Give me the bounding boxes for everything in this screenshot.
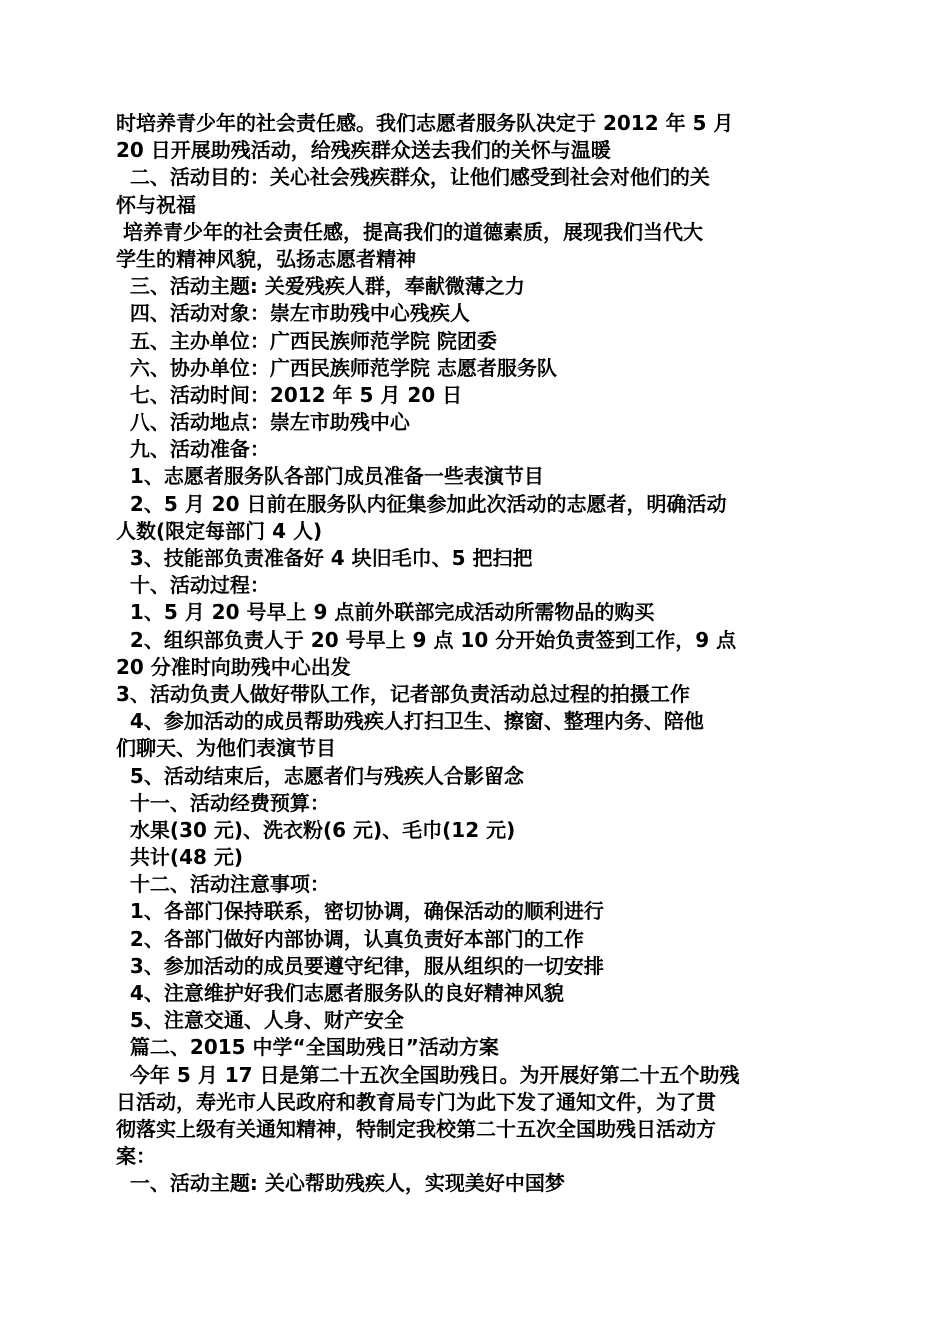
- list-item: 3、活动负责人做好带队工作，记者部负责活动总过程的拍摄工作: [116, 681, 690, 706]
- list-item: 3、参加活动的成员要遵守纪律，服从组织的一切安排: [116, 953, 604, 978]
- section-heading: 六、协办单位：广西民族师范学院 志愿者服务队: [116, 355, 557, 380]
- list-item: 4、参加活动的成员帮助残疾人打扫卫生、擦窗、整理内务、陪他: [116, 709, 704, 734]
- text-line: 学生的精神风貌，弘扬志愿者精神: [116, 246, 416, 271]
- section-heading: 五、主办单位：广西民族师范学院 院团委: [116, 328, 497, 353]
- text-line: 人数(限定每部门 4 人): [116, 518, 323, 543]
- list-item: 1、各部门保持联系，密切协调，确保活动的顺利进行: [116, 899, 604, 924]
- chapter-heading: 篇二、2015 中学“全国助残日”活动方案: [116, 1035, 499, 1060]
- text-line: 日活动，寿光市人民政府和教育局专门为此下发了通知文件，为了贯: [116, 1089, 716, 1114]
- section-heading: 七、活动时间：2012 年 5 月 20 日: [116, 382, 463, 407]
- list-item: 3、技能部负责准备好 4 块旧毛巾、5 把扫把: [116, 546, 533, 570]
- document-body: [116, 110, 846, 1198]
- text-line: 们聊天、为他们表演节目: [116, 736, 336, 761]
- list-item: 2、组织部负责人于 20 号早上 9 点 10 分开始负责签到工作，9 点: [116, 627, 737, 652]
- list-item: 4、注意维护好我们志愿者服务队的良好精神风貌: [116, 981, 564, 1005]
- text-line: 共计(48 元): [116, 845, 244, 870]
- section-heading: 八、活动地点：崇左市助残中心: [116, 410, 410, 435]
- text-line: 水果(30 元)、洗衣粉(6 元)、毛巾(12 元): [116, 817, 516, 842]
- list-item: 2、5 月 20 日前在服务队内征集参加此次活动的志愿者，明确活动: [116, 491, 727, 516]
- list-item: 5、活动结束后，志愿者们与残疾人合影留念: [116, 763, 524, 788]
- section-heading: 三、活动主题: 关爱残疾人群，奉献微薄之力: [116, 274, 525, 299]
- list-item: 1、志愿者服务队各部门成员准备一些表演节目: [116, 464, 544, 489]
- section-heading: 十二、活动注意事项：: [116, 872, 330, 897]
- section-heading: 九、活动准备：: [116, 437, 270, 462]
- text-line: 今年 5 月 17 日是第二十五次全国助残日。为开展好第二十五个助残: [116, 1062, 740, 1087]
- section-heading: 一、活动主题: 关心帮助残疾人，实现美好中国梦: [116, 1171, 565, 1196]
- section-heading: 十一、活动经费预算：: [116, 790, 330, 815]
- text-line: 20 日开展助残活动，给残疾群众送去我们的关怀与温暖: [116, 138, 611, 163]
- section-heading: 十、活动过程：: [116, 573, 270, 598]
- text-line: 彻落实上级有关通知精神，特制定我校第二十五次全国助残日活动方: [116, 1116, 716, 1141]
- section-heading: 二、活动目的：关心社会残疾群众，让他们感受到社会对他们的关: [116, 165, 710, 190]
- text-line: 案：: [116, 1144, 156, 1169]
- list-item: 2、各部门做好内部协调，认真负责好本部门的工作: [116, 926, 584, 951]
- text-line: 20 分准时向助残中心出发: [116, 654, 351, 679]
- list-item: 5、注意交通、人身、财产安全: [116, 1008, 404, 1033]
- text-line: 时培养青少年的社会责任感。我们志愿者服务队决定于 2012 年 5 月: [116, 111, 734, 135]
- text-line: 培养青少年的社会责任感，提高我们的道德素质，展现我们当代大: [116, 219, 703, 244]
- list-item: 1、5 月 20 号早上 9 点前外联部完成活动所需物品的购买: [116, 600, 655, 625]
- section-heading: 四、活动对象：崇左市助残中心残疾人: [116, 301, 470, 326]
- text-line: 怀与祝福: [116, 192, 196, 217]
